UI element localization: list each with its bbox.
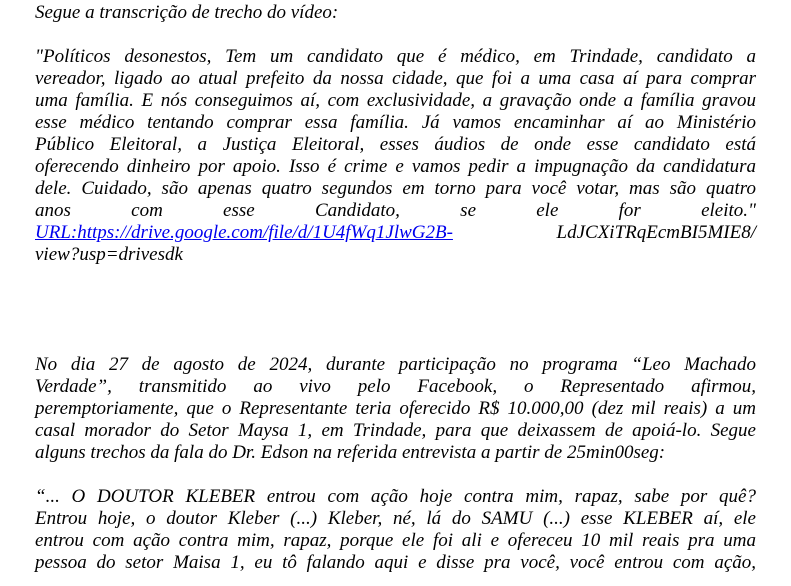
quote-line: vereador, ligado ao atual prefeito da nossa cidade, que foi a uma casa aí para comprar [35, 68, 756, 89]
speech-paragraph [35, 486, 756, 574]
quote-line: anos com esse Candidato, se ele for eleito." [35, 200, 756, 221]
speech-line: “... O DOUTOR KLEBER entrou com ação hoje contra mim, rapaz, sabe por quê? [35, 486, 756, 507]
quote-line: "Políticos desonestos, Tem um candidato que é médico, em Trindade, candidato a [35, 46, 756, 67]
quote-line: dele. Cuidado, são apenas quatro segundos em torno para você votar, mas são quatro [35, 178, 756, 199]
intro-paragraph: Segue a transcrição de trecho do vídeo: [35, 2, 339, 23]
document-page [35, 2, 756, 574]
narrative-line: Verdade”, transmitido ao vivo pelo Facebook, o Representado afirmou, [35, 376, 756, 397]
quote-line: oferecendo dinheiro por apoio. Isso é crime e vamos pedir a impugnação da candidatura [35, 156, 756, 177]
quote-line: esse médico tentando comprar essa família. Já vamos encaminhar aí ao Ministério [35, 112, 756, 133]
narrative-paragraph [35, 354, 756, 464]
narrative-line: alguns trechos da fala do Dr. Edson na referida entrevista a partir de 25min00seg: [35, 442, 666, 463]
drive-link[interactable]: URL:https://drive.google.com/file/d/1U4fWq1JlwG2B- [35, 222, 453, 243]
quote-line: uma família. E nós conseguimos aí, com exclusividade, a gravação onde a família gravou [35, 90, 756, 111]
speech-line: pessoa do setor Maisa 1, eu tô falando aqui e disse pra você, você entrou com ação, [35, 552, 756, 573]
quote-paragraph [35, 46, 756, 266]
section-spacer [35, 266, 756, 354]
url-rest: LdJCXiTRqEcmBI5MIE8/ [556, 222, 756, 243]
narrative-line: casal morador do Setor Maysa 1, em Trindade, para que deixassem de apoiá-lo. Segue [35, 420, 756, 441]
url-tail: view?usp=drivesdk [35, 244, 183, 265]
narrative-line: peremptoriamente, que o Representante teria oferecido R$ 10.000,00 (dez mil reais) a um [35, 398, 756, 419]
url-line [35, 222, 756, 244]
speech-line: entrou com ação contra mim, rapaz, porque ele foi ali e ofereceu 10 mil reais pra uma [35, 530, 756, 551]
speech-line: Entrou hoje, o doutor Kleber (...) Kleber, né, lá do SAMU (...) esse KLEBER aí, ele [35, 508, 756, 529]
quote-line: Público Eleitoral, a Justiça Eleitoral, esses áudios de onde esse candidato está [35, 134, 756, 155]
narrative-line: No dia 27 de agosto de 2024, durante participação no programa “Leo Machado [35, 354, 756, 375]
